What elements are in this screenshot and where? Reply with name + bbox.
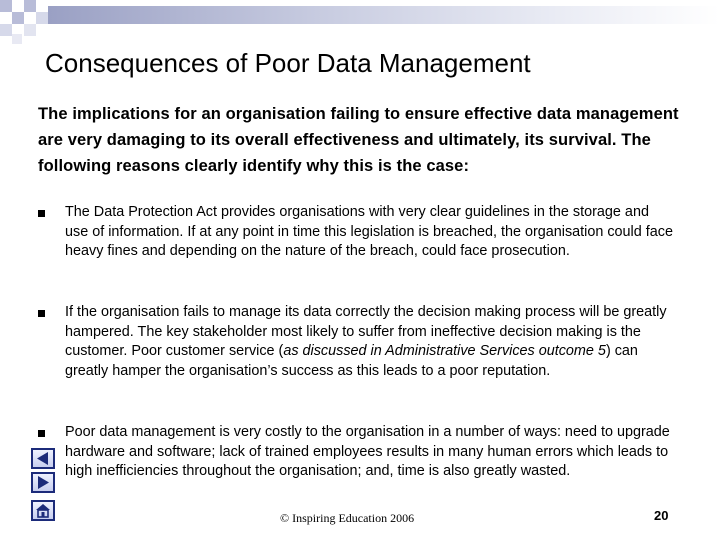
bullet-text-part: If the organisation fails to manage its data correctly the decision making process will be greatly hampered. The key stakeholder most likely to suffer from ineffective decision making is the customer. Poor customer service ( bbox=[65, 304, 667, 359]
page-number: 20 bbox=[654, 508, 669, 523]
next-slide-button[interactable] bbox=[31, 472, 55, 493]
bullet-square-icon bbox=[38, 430, 45, 437]
bullet-text: Poor data management is very costly to the organisation in a number of ways: need to upgrade hardware and software; lack of trained employees results in many human errors which leads to high inefficiencies throughout the organisation; and, time is also greatly wasted. bbox=[65, 424, 670, 479]
intro-paragraph: The implications for an organisation failing to ensure effective data management are very damaging to its overall effectiveness and ultimately, its survival. The following reasons clearly identify why this is the case: bbox=[38, 105, 679, 175]
home-icon bbox=[33, 502, 53, 519]
bullet-square-icon bbox=[38, 310, 45, 317]
previous-slide-button[interactable] bbox=[31, 448, 55, 469]
bullet-text-part: ) can greatly hamper the organisation’s success as this leads to a poor reputation. bbox=[65, 343, 638, 379]
top-decoration-bar bbox=[48, 6, 720, 24]
bullet-text bbox=[65, 303, 675, 381]
slide-title: Consequences of Poor Data Management bbox=[45, 48, 531, 78]
next-slide-icon bbox=[33, 474, 53, 491]
bullet-square-icon bbox=[38, 210, 45, 217]
footer-copyright: © Inspiring Education 2006 bbox=[280, 511, 415, 525]
bullet-text-italic: as discussed in Administrative Services outcome 5 bbox=[283, 343, 606, 359]
previous-slide-icon bbox=[33, 450, 53, 467]
bullet-text: The Data Protection Act provides organisations with very clear guidelines in the storage and use of information. If at any point in time this legislation is breached, the organisation could face heavy fines and depending on the nature of the breach, could face prosecution. bbox=[65, 204, 673, 259]
home-button[interactable] bbox=[31, 500, 55, 521]
